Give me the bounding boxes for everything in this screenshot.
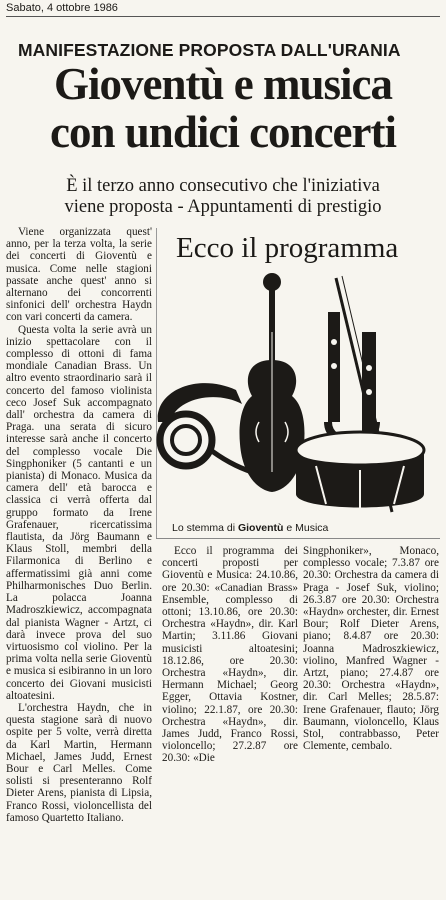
subhead-line-1: È il terzo anno consecutivo che l'iniziativa [66, 176, 380, 196]
figure-rule [156, 538, 440, 539]
headline-line-2: con undici concerti [50, 107, 396, 157]
article-column-1 [6, 226, 152, 824]
dateline: Sabato, 4 ottobre 1986 [6, 2, 440, 17]
headline-line-1: Gioventù e musica [54, 59, 392, 109]
paragraph-2: Questa volta la serie avrà un inizio spettacolare con il complesso di ottoni di fama mondiale Canadian Brass. Un altro evento straordinario sarà il concerto del famoso violinista ceco Josef Suk accompagnato dall' orchestra da camera di Praga. una serata di sicuro interesse sarà anche il concerto del complesso vocale Die Singphoniker (5 cantanti e un pianista) di Monaco. Musica da camera dell' età barocca e classica ci verrà offerta dal gruppo formato da Irene Grafenauer, ricercatissima flautista, da Jörg Baumann e Klaus Stoll, membri della Filarmonica di Berlino e affermatissimi già anni come Philharmonisches Duo Berlin. La polacca Joanna Madroszkiewicz, accompagnata dal pianista Wagner - Artzt, ci darà invece prova del suo virtuosismo col violino. Per la prima volta nella serie Gioventù e musica si esibiranno in un loro concerto dei Giovani musicisti altoatesini. [6, 323, 152, 702]
caption-suffix: e Musica [283, 522, 329, 534]
paragraph-1: Viene organizzata quest' anno, per la terza volta, la serie dei concerti di Gioventù e musica. Come nelle stagioni passate anche quest' anno si alternano dei concorrenti sinfonici dell' orchestra Haydn con vari concerti da camera. [6, 226, 152, 324]
caption-brand: Gioventù [237, 522, 284, 534]
program-text-1: Ecco il programma dei concerti proposti per Gioventù e Musica: 24.10.86, ore 20.30: «Canadian Brass» Ensemble, complesso di ottoni; 13.10.86, ore 20.30: Orchestra «Haydn», dir. Karl Martin; 3.11.86 Giovani musicisti altoatesini; 18.12.86, ore 20.30: Orchestra «Haydn», dir. Hermann Michael; Georg Egger, Ottavia Kostner, violino; 22.1.87, ore 20.30: Orchestra «Haydn», dir. James Judd, Franco Rossi, violoncello; 27.2.87 ore 20.30: «Die [162, 545, 298, 765]
program-text-2: Singphoniker», Monaco, complesso vocale; 7.3.87 ore 20.30: Orchestra da camera di Praga - Josef Suk, violino; 26.3.87 ore 20.30: Orchestra «Haydn» orchester, dir. Ernest Bour; Rolf Dieter Arens, piano; 8.4.87 ore 20.30: Joanna Madroszkiewicz, violino, Manfred Wagner - Artzt, piano; 27.4.87 ore 20.30: Orchestra «Haydn», dir. Carl Melles; 28.5.87: Irene Grafenauer, flauto; Jörg Baumann, violoncello, Klaus Stol, contrabbasso, Peter Clemente, cembalo. [303, 545, 439, 753]
program-column-2 [303, 545, 439, 752]
program-column-1 [162, 545, 298, 765]
headline [8, 60, 438, 156]
kicker: MANIFESTAZIONE PROPOSTA DALL'URANIA [18, 40, 401, 60]
instruments-illustration-icon [156, 272, 440, 520]
subhead [8, 176, 438, 218]
figure-caption [172, 522, 438, 534]
caption-prefix: Lo stemma di [172, 522, 238, 534]
program-box-title: Ecco il programma [176, 232, 399, 264]
subhead-line-2: viene proposta - Appuntamenti di prestigio [64, 197, 382, 217]
paragraph-3: L'orchestra Haydn, che in questa stagione sarà di nuovo ospite per 5 volte, verrà diretta da Karl Martin, Hermann Michael, James Judd, Ernest Bour e Carl Melles. Come solisti si presenteranno Rolf Dieter Arens, pianista di Lipsia, Franco Rossi, violoncellista del famoso Quartetto Italiano. [6, 701, 152, 824]
